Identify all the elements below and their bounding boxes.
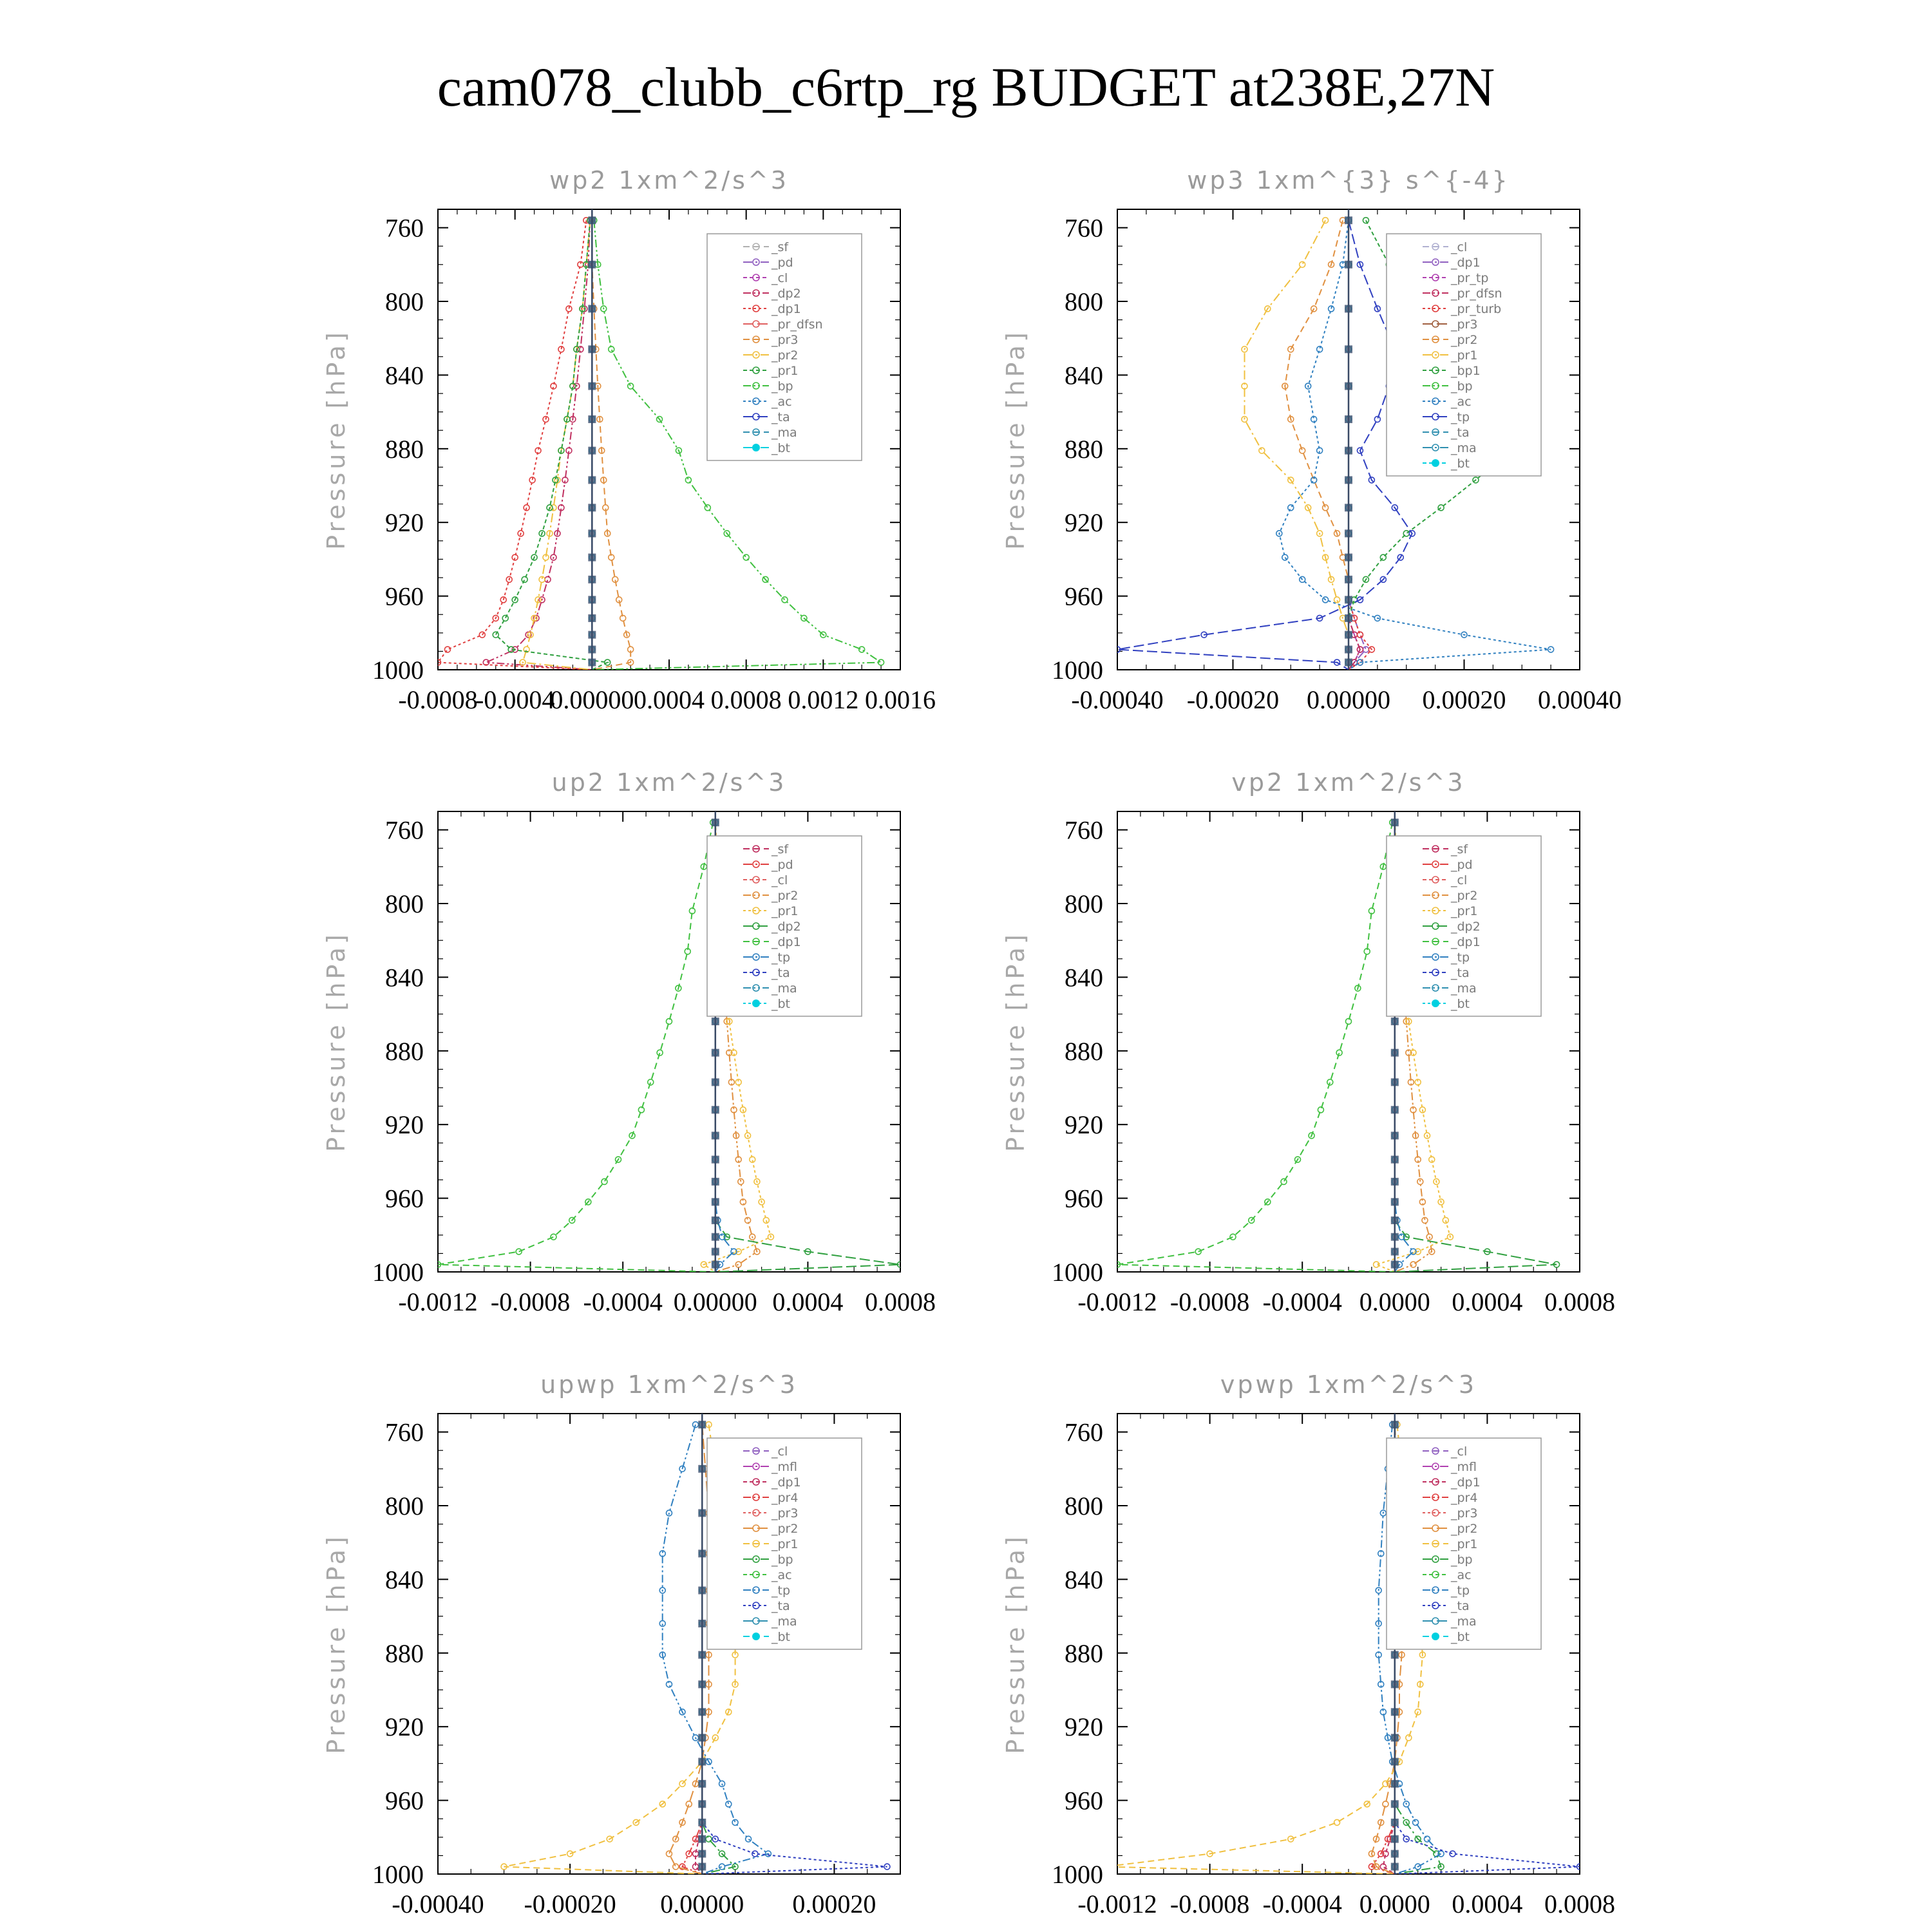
x-tick-label: -0.0008 — [1170, 1889, 1250, 1918]
y-tick-label: 840 — [1065, 963, 1103, 992]
y-tick-label: 1000 — [1052, 1860, 1103, 1889]
y-tick-label: 840 — [385, 963, 424, 992]
legend — [1387, 234, 1541, 476]
data-point — [551, 1234, 556, 1240]
y-tick-label: 800 — [1065, 1492, 1103, 1520]
data-point — [752, 1851, 758, 1857]
y-tick-label: 800 — [1065, 889, 1103, 918]
legend-label: _bt — [772, 997, 791, 1011]
legend — [707, 1438, 862, 1649]
legend-label: _ac — [772, 395, 792, 409]
x-tick-label: 0.0008 — [710, 685, 782, 714]
legend-label: _ma — [772, 426, 797, 440]
data-point — [1403, 531, 1409, 536]
legend-label: _pr4 — [772, 1491, 799, 1505]
data-point — [1425, 1836, 1430, 1842]
y-tick-label: 1000 — [1052, 1258, 1103, 1287]
y-tick-label: 760 — [385, 815, 424, 845]
x-tick-label: -0.0008 — [398, 685, 478, 714]
legend — [1387, 1438, 1541, 1649]
y-tick-label: 920 — [385, 1110, 424, 1140]
legend-label: _dp1 — [1451, 1475, 1481, 1490]
legend-label: _dp2 — [1451, 920, 1481, 934]
x-tick-label: -0.0004 — [1262, 1889, 1342, 1918]
x-tick-label: -0.0008 — [490, 1287, 571, 1316]
legend-label: _dp1 — [772, 1475, 801, 1490]
x-tick-label: -0.00020 — [524, 1889, 616, 1918]
x-tick-label: 0.00000 — [1307, 685, 1390, 714]
legend-label: _sf — [772, 240, 789, 254]
legend-label: _pr2 — [772, 889, 799, 903]
data-point — [1195, 1249, 1201, 1255]
legend-label: _pr3 — [772, 333, 799, 347]
x-tick-label: 0.00020 — [1422, 685, 1506, 714]
legend-label: _ta — [772, 966, 790, 980]
legend-label: _pr_dfsn — [772, 317, 823, 332]
y-axis-label: Pressure [hPa] — [1001, 931, 1030, 1152]
legend-label: _dp1 — [1451, 256, 1481, 270]
y-tick-label: 800 — [385, 287, 424, 316]
data-point — [719, 1864, 725, 1870]
data-point — [609, 346, 614, 352]
legend-label: _pd — [772, 858, 793, 872]
legend-label: _tp — [1451, 951, 1470, 965]
x-tick-label: -0.00020 — [1186, 685, 1280, 714]
legend-label: _pr_tp — [1451, 271, 1489, 285]
x-tick-label: -0.0004 — [1262, 1287, 1342, 1316]
legend-label: _sf — [772, 842, 789, 857]
chart-panel-2 — [1001, 166, 1622, 714]
data-point — [1282, 554, 1288, 560]
y-tick-label: 920 — [1065, 1712, 1103, 1742]
y-tick-label: 840 — [385, 1565, 424, 1595]
legend-label: _cl — [772, 873, 788, 887]
y-tick-label: 920 — [1065, 1110, 1103, 1140]
x-tick-label: 0.00000 — [550, 685, 634, 714]
y-tick-label: 1000 — [1052, 656, 1103, 685]
y-tick-label: 760 — [1065, 1417, 1103, 1447]
legend-label: _ta — [772, 410, 790, 424]
data-point — [1374, 417, 1380, 422]
panel-title: wp3 1xm^{3} s^{-4} — [1187, 166, 1510, 194]
y-axis-label: Pressure [hPa] — [1001, 1533, 1030, 1754]
data-point — [782, 597, 788, 603]
y-axis-label: Pressure [hPa] — [1001, 329, 1030, 550]
data-point — [746, 1836, 752, 1842]
data-point — [705, 505, 710, 511]
legend — [707, 836, 862, 1016]
x-tick-label: -0.0008 — [1170, 1287, 1250, 1316]
panel-title: upwp 1xm^2/s^3 — [540, 1370, 798, 1399]
legend-label: _tp — [772, 951, 791, 965]
data-point — [1363, 647, 1368, 652]
data-point — [502, 615, 508, 621]
panel-title: up2 1xm^2/s^3 — [551, 768, 787, 797]
legend-marker — [752, 999, 760, 1007]
data-point — [738, 1179, 744, 1184]
series-line-dp1 — [1117, 822, 1395, 1272]
y-tick-label: 880 — [385, 434, 424, 464]
data-point — [1230, 1234, 1236, 1240]
legend-label: _mfl — [1451, 1460, 1477, 1474]
legend-label: _dp2 — [772, 920, 801, 934]
data-point — [444, 647, 450, 652]
legend-label: _bt — [772, 441, 791, 455]
legend-label: _ac — [1451, 1568, 1472, 1582]
data-point — [859, 647, 865, 652]
legend-label: _cl — [1451, 1444, 1468, 1459]
y-tick-label: 960 — [385, 1184, 424, 1213]
x-tick-label: 0.00000 — [673, 1287, 757, 1316]
legend-label: _pr2 — [1451, 889, 1478, 903]
y-axis-label: Pressure [hPa] — [322, 329, 350, 550]
data-point — [522, 576, 527, 582]
legend-label: _pr1 — [1451, 348, 1478, 363]
series-line-pr2 — [523, 220, 592, 670]
legend-label: _ac — [772, 1568, 792, 1582]
y-tick-label: 760 — [1065, 815, 1103, 845]
legend-label: _bp — [772, 379, 793, 393]
legend-label: _mfl — [772, 1460, 797, 1474]
y-tick-label: 960 — [1065, 582, 1103, 611]
legend — [707, 234, 862, 460]
data-point — [601, 1179, 607, 1184]
legend-label: _sf — [1451, 842, 1468, 857]
x-tick-label: -0.00040 — [392, 1889, 484, 1918]
legend-label: _ma — [772, 1615, 797, 1629]
y-tick-label: 880 — [1065, 1036, 1103, 1066]
chart-panel-5 — [322, 1370, 900, 1918]
legend-label: _dp1 — [772, 302, 801, 316]
legend-label: _dp1 — [772, 935, 801, 949]
y-axis-label: Pressure [hPa] — [322, 931, 350, 1152]
series-line-pr1 — [1106, 1425, 1423, 1874]
legend-label: _pd — [1451, 858, 1473, 872]
legend-label: _pr2 — [772, 1522, 799, 1536]
x-tick-label: 0.0000 — [1359, 1287, 1430, 1316]
legend-label: _pd — [772, 256, 793, 270]
legend-label: _dp1 — [1451, 935, 1481, 949]
legend-label: _ma — [1451, 441, 1477, 455]
chart-panel-4 — [1001, 768, 1615, 1316]
data-point — [1103, 1864, 1109, 1870]
legend-label: _pr1 — [772, 364, 799, 378]
legend-label: _bp — [1451, 379, 1473, 393]
figure-title: cam078_clubb_c6rtp_rg BUDGET at238E,27N — [437, 56, 1495, 118]
x-tick-label: -0.0012 — [1077, 1889, 1157, 1918]
data-point — [1281, 1179, 1287, 1184]
y-tick-label: 1000 — [372, 1860, 424, 1889]
data-point — [1334, 1819, 1340, 1825]
legend-label: _cl — [772, 1444, 788, 1459]
y-tick-label: 800 — [385, 889, 424, 918]
legend-label: _ma — [772, 981, 797, 996]
legend-label: _ma — [1451, 1615, 1477, 1629]
y-tick-label: 760 — [385, 1417, 424, 1447]
y-tick-label: 960 — [385, 1786, 424, 1815]
y-tick-label: 840 — [1065, 361, 1103, 390]
chart-panel-1 — [322, 166, 936, 714]
y-axis-label: Pressure [hPa] — [322, 1533, 350, 1754]
legend-label: _pr1 — [772, 904, 799, 918]
x-tick-label: 0.0004 — [634, 685, 705, 714]
legend-label: _bt — [1451, 997, 1470, 1011]
legend-label: _pr1 — [1451, 904, 1478, 918]
data-point — [1406, 1735, 1412, 1741]
y-tick-label: 920 — [1065, 508, 1103, 538]
x-tick-label: 0.00020 — [792, 1889, 876, 1918]
series-line-tp — [1117, 220, 1412, 670]
y-tick-label: 1000 — [372, 656, 424, 685]
panel-title: vpwp 1xm^2/s^3 — [1220, 1370, 1477, 1399]
data-point — [667, 1851, 672, 1857]
y-tick-label: 920 — [385, 1712, 424, 1742]
legend-label: _cl — [1451, 873, 1468, 887]
x-tick-label: 0.0016 — [865, 685, 936, 714]
data-point — [1450, 1851, 1455, 1857]
x-tick-label: -0.0012 — [1077, 1287, 1157, 1316]
legend-label: _bp — [1451, 1553, 1473, 1567]
data-point — [706, 1836, 712, 1842]
y-tick-label: 960 — [385, 582, 424, 611]
data-point — [1259, 448, 1265, 453]
legend-label: _bp — [772, 1553, 793, 1567]
legend-label: _ta — [1451, 966, 1470, 980]
y-tick-label: 800 — [385, 1492, 424, 1520]
data-point — [516, 1249, 522, 1255]
y-tick-label: 840 — [385, 361, 424, 390]
x-tick-label: 0.0012 — [788, 685, 859, 714]
legend-label: _pr3 — [1451, 1506, 1478, 1520]
legend-label: _ma — [1451, 981, 1477, 996]
legend-label: _pr_turb — [1451, 302, 1502, 316]
data-point — [1413, 1819, 1419, 1825]
data-point — [1363, 218, 1368, 223]
legend-label: _cl — [772, 271, 788, 285]
series-line-pr1 — [1245, 220, 1349, 670]
legend-label: _tp — [1451, 410, 1470, 424]
legend-marker — [752, 444, 760, 451]
legend-label: _pr4 — [1451, 1491, 1478, 1505]
data-point — [686, 1801, 692, 1807]
legend-label: _ac — [1451, 395, 1472, 409]
y-tick-label: 960 — [1065, 1184, 1103, 1213]
x-tick-label: 0.0008 — [865, 1287, 936, 1316]
legend-label: _tp — [772, 1584, 791, 1598]
data-point — [732, 1819, 738, 1825]
series-line-dp1 — [438, 822, 715, 1272]
legend-label: _bt — [1451, 1630, 1470, 1644]
data-point — [628, 383, 634, 389]
data-point — [1300, 448, 1305, 453]
panel-title: wp2 1xm^2/s^3 — [549, 166, 789, 194]
data-point — [1380, 554, 1386, 560]
y-tick-label: 880 — [385, 1036, 424, 1066]
y-tick-label: 800 — [1065, 287, 1103, 316]
x-tick-label: 0.0004 — [1452, 1287, 1523, 1316]
y-tick-label: 920 — [385, 508, 424, 538]
legend-label: _bt — [772, 1630, 791, 1644]
legend-label: _pr3 — [1451, 317, 1478, 332]
legend-label: _pr2 — [1451, 1522, 1478, 1536]
x-tick-label: -0.0004 — [475, 685, 555, 714]
legend-label: _pr2 — [772, 348, 799, 363]
legend — [1387, 836, 1541, 1016]
legend-label: _bt — [1451, 457, 1470, 471]
legend-marker — [1432, 459, 1439, 467]
legend-label: _pr1 — [772, 1537, 799, 1551]
legend-label: _pr1 — [1451, 1537, 1478, 1551]
panel-title: vp2 1xm^2/s^3 — [1231, 768, 1466, 797]
legend-label: _ta — [1451, 426, 1470, 440]
legend-label: _dp2 — [772, 287, 801, 301]
data-point — [743, 554, 749, 560]
x-tick-label: -0.00040 — [1071, 685, 1164, 714]
y-tick-label: 760 — [1065, 213, 1103, 243]
x-tick-label: -0.0004 — [583, 1287, 663, 1316]
legend-label: _tp — [1451, 1584, 1470, 1598]
legend-label: _bp1 — [1451, 364, 1481, 378]
data-point — [493, 632, 498, 638]
x-tick-label: 0.0000 — [1359, 1889, 1430, 1918]
x-tick-label: 0.00000 — [660, 1889, 744, 1918]
data-point — [673, 1864, 679, 1870]
y-tick-label: 880 — [1065, 434, 1103, 464]
y-tick-label: 760 — [385, 213, 424, 243]
legend-label: _pr_dfsn — [1451, 287, 1502, 301]
y-tick-label: 840 — [1065, 1565, 1103, 1595]
data-point — [1410, 1262, 1416, 1267]
chart-panel-3 — [322, 768, 936, 1316]
data-point — [1323, 218, 1329, 223]
legend-label: _ta — [1451, 1599, 1470, 1613]
legend-label: _pr3 — [772, 1506, 799, 1520]
series-line-pr3 — [592, 220, 630, 670]
y-tick-label: 880 — [385, 1638, 424, 1668]
data-point — [1323, 505, 1329, 511]
x-tick-label: 0.0008 — [1544, 1889, 1615, 1918]
x-tick-label: 0.00040 — [1538, 685, 1622, 714]
data-point — [1300, 261, 1305, 267]
x-tick-label: 0.0004 — [772, 1287, 844, 1316]
y-tick-label: 1000 — [372, 1258, 424, 1287]
data-point — [1417, 1179, 1423, 1184]
x-tick-label: 0.0008 — [1544, 1287, 1615, 1316]
data-point — [1357, 632, 1363, 638]
x-tick-label: -0.0012 — [398, 1287, 478, 1316]
y-tick-label: 880 — [1065, 1638, 1103, 1668]
legend-label: _pr2 — [1451, 333, 1478, 347]
y-tick-label: 960 — [1065, 1786, 1103, 1815]
data-point — [1288, 505, 1294, 511]
chart-panel-6 — [1001, 1370, 1615, 1918]
legend-marker — [752, 1633, 760, 1640]
x-tick-label: 0.0004 — [1452, 1889, 1523, 1918]
data-point — [1438, 505, 1444, 511]
legend-label: _cl — [1451, 240, 1468, 254]
legend-label: _ta — [772, 1599, 790, 1613]
legend-marker — [1432, 999, 1439, 1007]
legend-marker — [1432, 1633, 1439, 1640]
